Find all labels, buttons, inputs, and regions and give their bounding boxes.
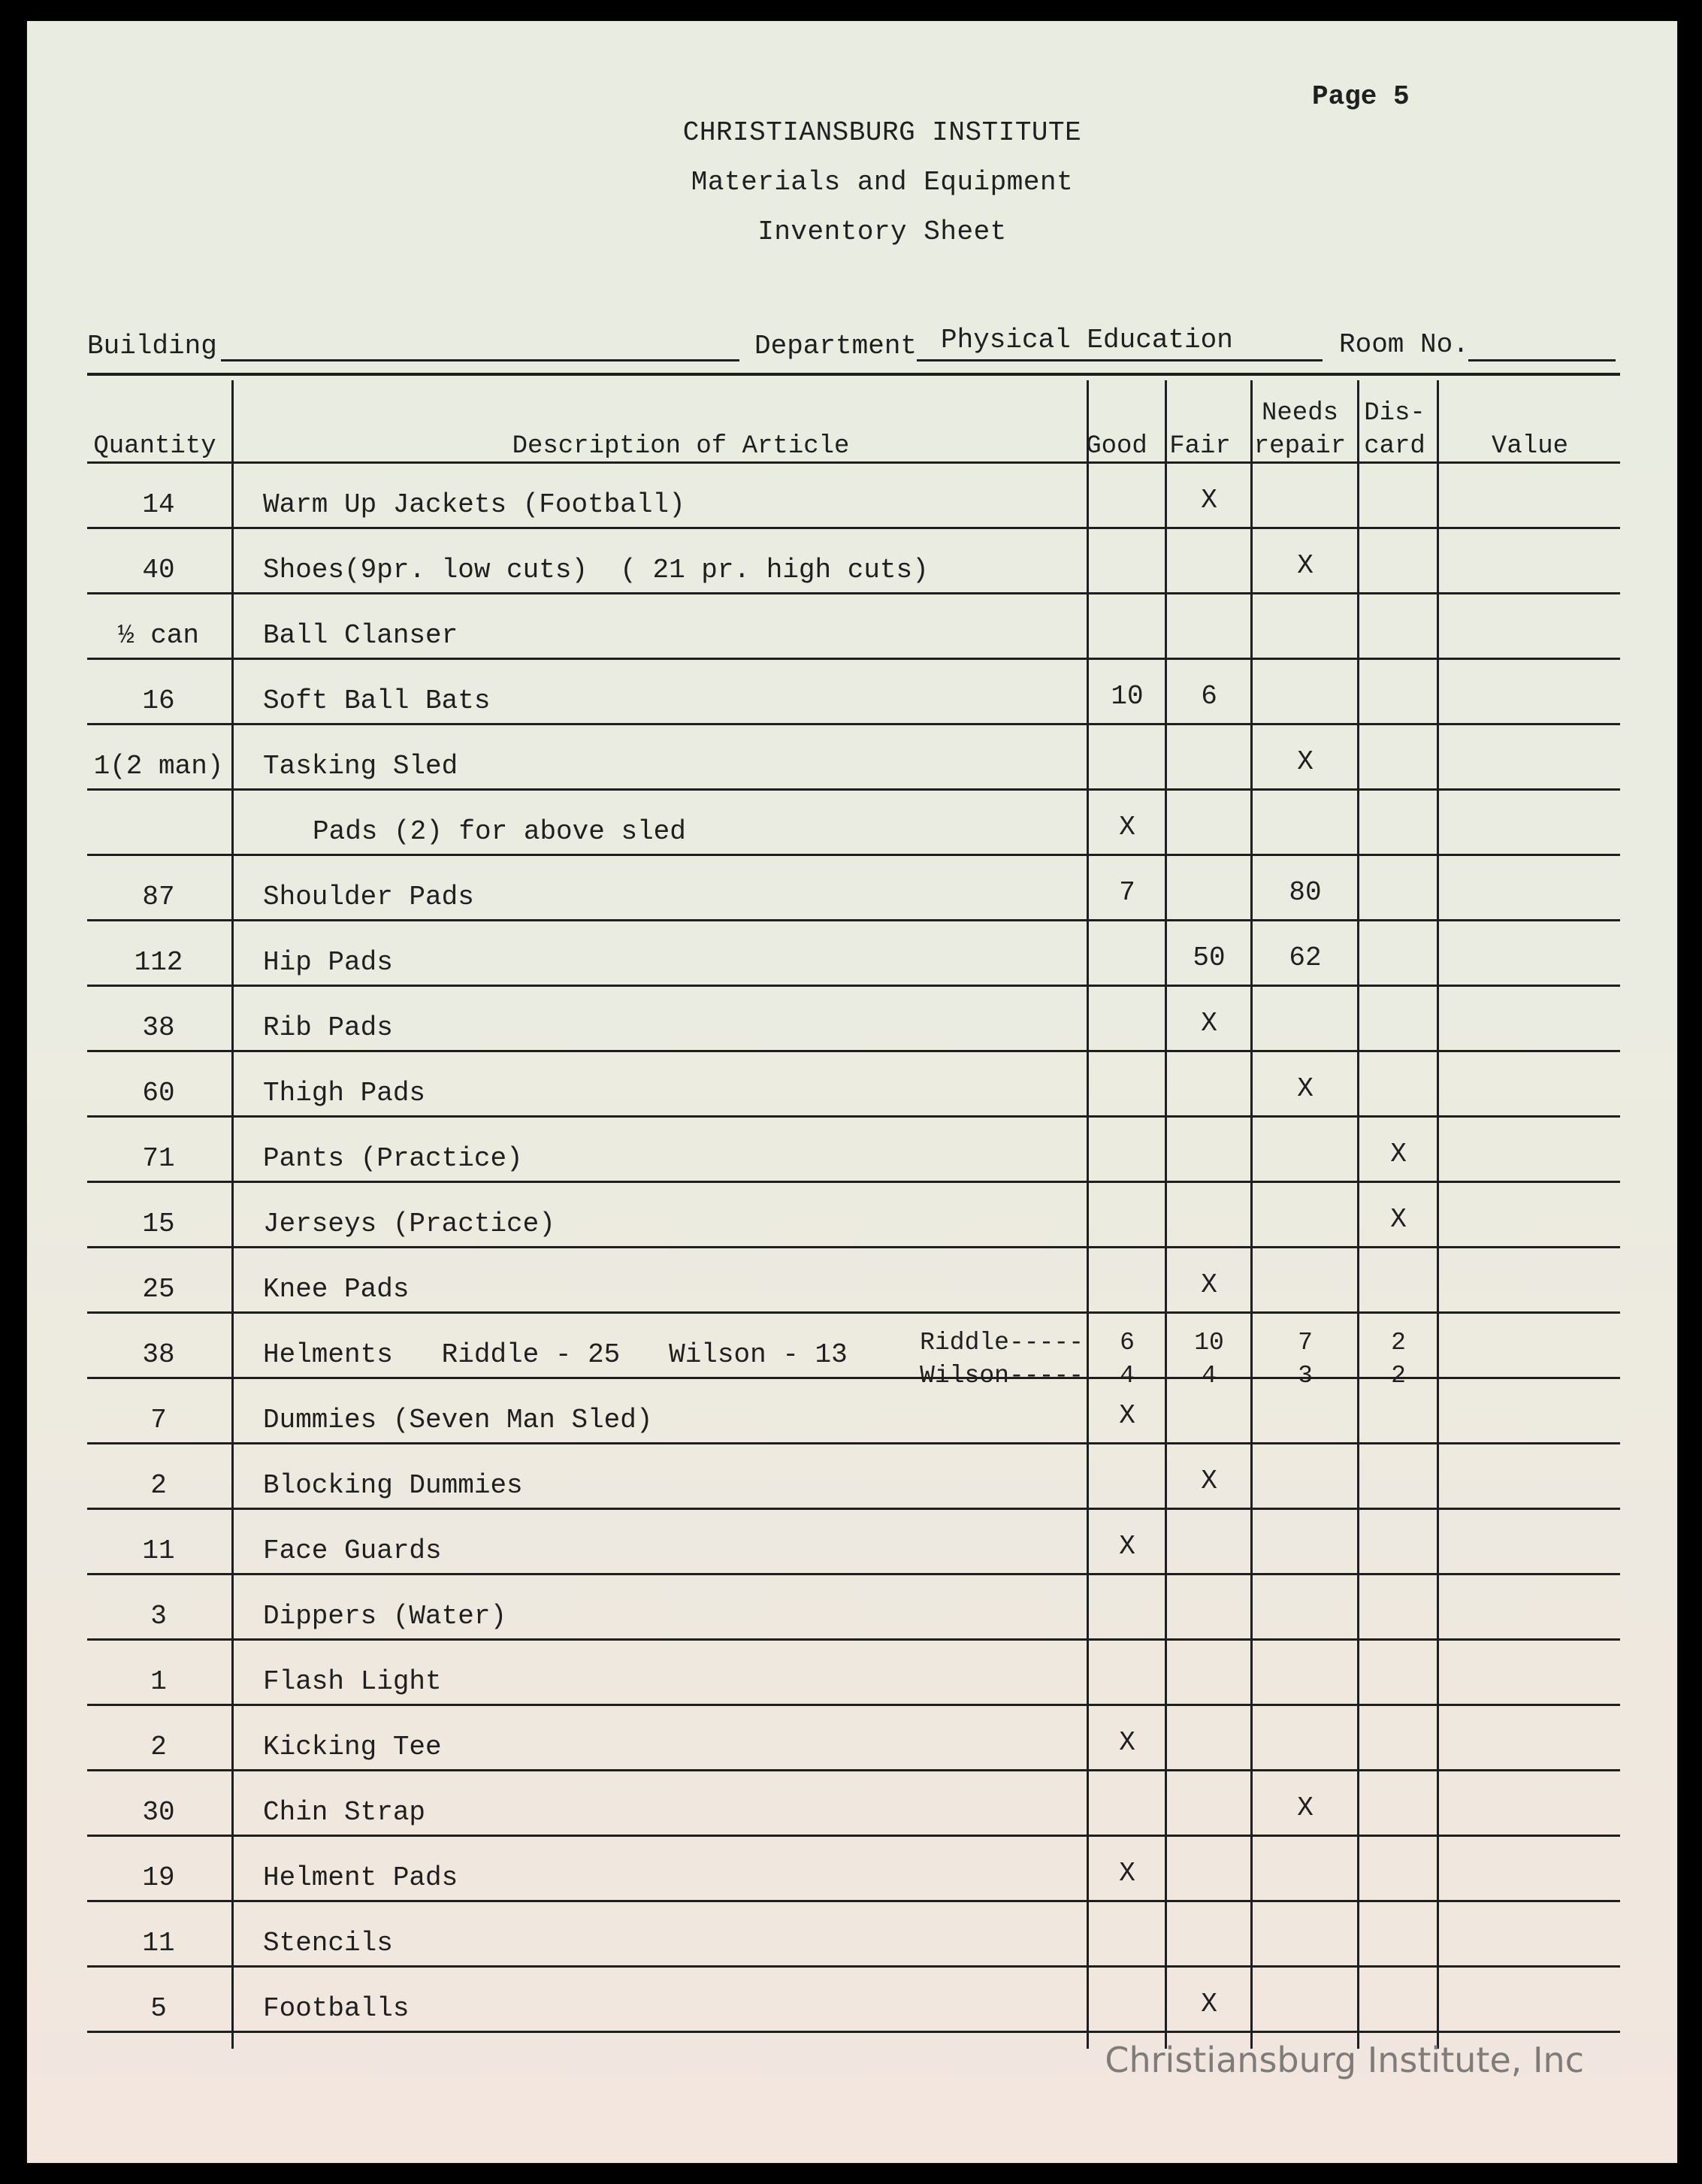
row-description: Blocking Dummies: [263, 1470, 523, 1501]
row-good-mark: 6: [1120, 1329, 1135, 1357]
row-good-mark: 10: [1111, 681, 1144, 712]
col-discard-line1: Dis-: [1364, 399, 1425, 428]
col-needs-repair-line2: repair: [1253, 432, 1347, 461]
row-description: Dummies (Seven Man Sled): [263, 1405, 653, 1435]
row-rule: [87, 1508, 1620, 1510]
row-description: Chin Strap: [263, 1797, 426, 1828]
row-quantity: ½ can: [117, 620, 200, 651]
row-description: Rib Pads: [263, 1012, 393, 1043]
inventory-table: [87, 373, 1620, 2049]
row-rule: [87, 985, 1620, 987]
row-discard-mark: X: [1390, 1204, 1407, 1235]
col-good: Good: [1086, 432, 1147, 461]
row-repair-mark: 80: [1289, 877, 1322, 908]
row-quantity: 3: [150, 1601, 167, 1632]
row-quantity: 1: [150, 1666, 167, 1697]
row-description: Helment Pads: [263, 1862, 458, 1893]
row-description: Knee Pads: [263, 1274, 410, 1305]
row-discard-mark: X: [1390, 1139, 1407, 1169]
table-top-rule: [87, 373, 1620, 376]
row-quantity: 16: [142, 685, 175, 716]
row-quantity: 25: [142, 1274, 175, 1305]
row-description: Kicking Tee: [263, 1732, 442, 1762]
row-description: Ball Clanser: [263, 620, 458, 651]
header-bottom-rule: [87, 461, 1620, 464]
row-rule: [87, 788, 1620, 791]
row-description: Warm Up Jackets (Football): [263, 489, 685, 520]
row-description: Pants (Practice): [263, 1143, 523, 1174]
row-quantity: 2: [150, 1732, 167, 1762]
row-rule: [87, 527, 1620, 529]
col-discard-line2: card: [1364, 432, 1425, 461]
col-quantity: Quantity: [93, 432, 216, 461]
row-quantity: 11: [142, 1928, 175, 1959]
row-quantity: 14: [142, 489, 175, 520]
row-good-mark: X: [1119, 1400, 1135, 1431]
row-fair-mark: X: [1201, 485, 1217, 516]
row-description: Soft Ball Bats: [263, 685, 491, 716]
row-description: Shoes(9pr. low cuts) ( 21 pr. high cuts): [263, 555, 929, 585]
room-field-line: [1468, 359, 1616, 361]
row-repair-mark: 3: [1298, 1362, 1313, 1390]
department-value: Physical Education: [941, 325, 1233, 355]
row-rule: [87, 1311, 1620, 1314]
row-rule: [87, 592, 1620, 594]
row-fair-mark: X: [1201, 1008, 1217, 1039]
row-rule: [87, 2031, 1620, 2033]
department-label: Department: [754, 331, 918, 361]
row-rule: [87, 1442, 1620, 1444]
col-rule-fair: [1250, 380, 1253, 2049]
row-description: Pads (2) for above sled: [313, 816, 686, 847]
row-repair-mark: X: [1297, 746, 1314, 777]
row-description: Flash Light: [263, 1666, 442, 1697]
row-rule: [87, 723, 1620, 725]
row-fair-mark: 50: [1193, 942, 1226, 973]
row-description: Thigh Pads: [263, 1078, 426, 1109]
row-rule: [87, 1769, 1620, 1771]
row-quantity: 7: [150, 1405, 167, 1435]
row-good-mark: X: [1119, 812, 1135, 842]
row-quantity: 30: [142, 1797, 175, 1828]
row-repair-mark: 7: [1298, 1329, 1313, 1357]
col-value: Value: [1491, 432, 1569, 461]
row-quantity: 2: [150, 1470, 167, 1501]
building-field-line: [221, 359, 739, 361]
row-rule: [87, 1638, 1620, 1641]
row-fair-mark: X: [1201, 1989, 1217, 2019]
row-repair-mark: X: [1297, 1792, 1314, 1823]
row-rule: [87, 1704, 1620, 1706]
row-quantity: 11: [142, 1535, 175, 1566]
row-repair-mark: X: [1297, 1073, 1314, 1104]
row-description: Jerseys (Practice): [263, 1208, 555, 1239]
col-rule-discard: [1437, 380, 1439, 2049]
building-label: Building: [87, 331, 217, 361]
row-rule: [87, 1573, 1620, 1575]
watermark-text: Christiansburg Institute, Inc: [1105, 2040, 1584, 2080]
row-quantity: 87: [142, 882, 175, 912]
helmet-brand-label: Riddle-----: [920, 1329, 1084, 1357]
row-fair-mark: X: [1201, 1466, 1217, 1496]
row-fair-mark: X: [1201, 1269, 1217, 1300]
inventory-sheet: [27, 21, 1677, 2163]
col-description: Description of Article: [512, 432, 850, 461]
col-needs-repair-line1: Needs: [1261, 399, 1339, 428]
row-quantity: 5: [150, 1993, 167, 2024]
col-rule-needs-repair: [1357, 380, 1359, 2049]
col-fair: Fair: [1169, 432, 1231, 461]
row-description: Helments Riddle - 25 Wilson - 13: [263, 1339, 848, 1370]
row-quantity: 15: [142, 1208, 175, 1239]
row-quantity: 71: [142, 1143, 175, 1174]
sheet-title: Inventory Sheet: [757, 216, 1007, 247]
row-good-mark: X: [1119, 1727, 1135, 1758]
institution-title: CHRISTIANSBURG INSTITUTE: [682, 117, 1082, 148]
row-fair-mark: 10: [1194, 1329, 1224, 1357]
row-rule: [87, 1246, 1620, 1248]
col-rule-quantity: [231, 380, 234, 2049]
row-discard-mark: 2: [1391, 1329, 1406, 1357]
row-quantity: 19: [142, 1862, 175, 1893]
row-rule: [87, 1900, 1620, 1902]
row-quantity: 1(2 man): [93, 751, 224, 782]
row-rule: [87, 854, 1620, 856]
department-field-line: [917, 359, 1323, 361]
row-description: Footballs: [263, 1993, 410, 2024]
row-rule: [87, 1050, 1620, 1052]
row-quantity: 112: [134, 947, 183, 978]
row-rule: [87, 1115, 1620, 1118]
row-description: Face Guards: [263, 1535, 442, 1566]
row-repair-mark: 62: [1289, 942, 1322, 973]
row-fair-mark: 6: [1201, 681, 1217, 712]
row-discard-mark: 2: [1391, 1362, 1406, 1390]
row-repair-mark: X: [1297, 550, 1314, 581]
row-good-mark: 7: [1119, 877, 1135, 908]
helmet-brand-label: Wilson-----: [920, 1362, 1084, 1390]
sheet-subtitle: Materials and Equipment: [691, 167, 1074, 198]
room-label: Room No.: [1339, 329, 1469, 360]
row-rule: [87, 919, 1620, 921]
row-quantity: 40: [142, 555, 175, 585]
row-good-mark: 4: [1120, 1362, 1135, 1390]
row-description: Hip Pads: [263, 947, 393, 978]
row-good-mark: X: [1119, 1531, 1135, 1562]
row-description: Stencils: [263, 1928, 393, 1959]
row-description: Shoulder Pads: [263, 882, 474, 912]
col-rule-description: [1087, 380, 1089, 2049]
row-description: Dippers (Water): [263, 1601, 507, 1632]
row-rule: [87, 1965, 1620, 1968]
row-quantity: 38: [142, 1012, 175, 1043]
row-rule: [87, 1181, 1620, 1183]
row-rule: [87, 1377, 1620, 1379]
page-number: Page 5: [1312, 81, 1410, 112]
row-description: Tasking Sled: [263, 751, 458, 782]
row-fair-mark: 4: [1202, 1362, 1217, 1390]
row-good-mark: X: [1119, 1858, 1135, 1889]
col-rule-good: [1165, 380, 1167, 2049]
row-rule: [87, 1835, 1620, 1837]
row-quantity: 60: [142, 1078, 175, 1109]
row-rule: [87, 658, 1620, 660]
row-quantity: 38: [142, 1339, 175, 1370]
